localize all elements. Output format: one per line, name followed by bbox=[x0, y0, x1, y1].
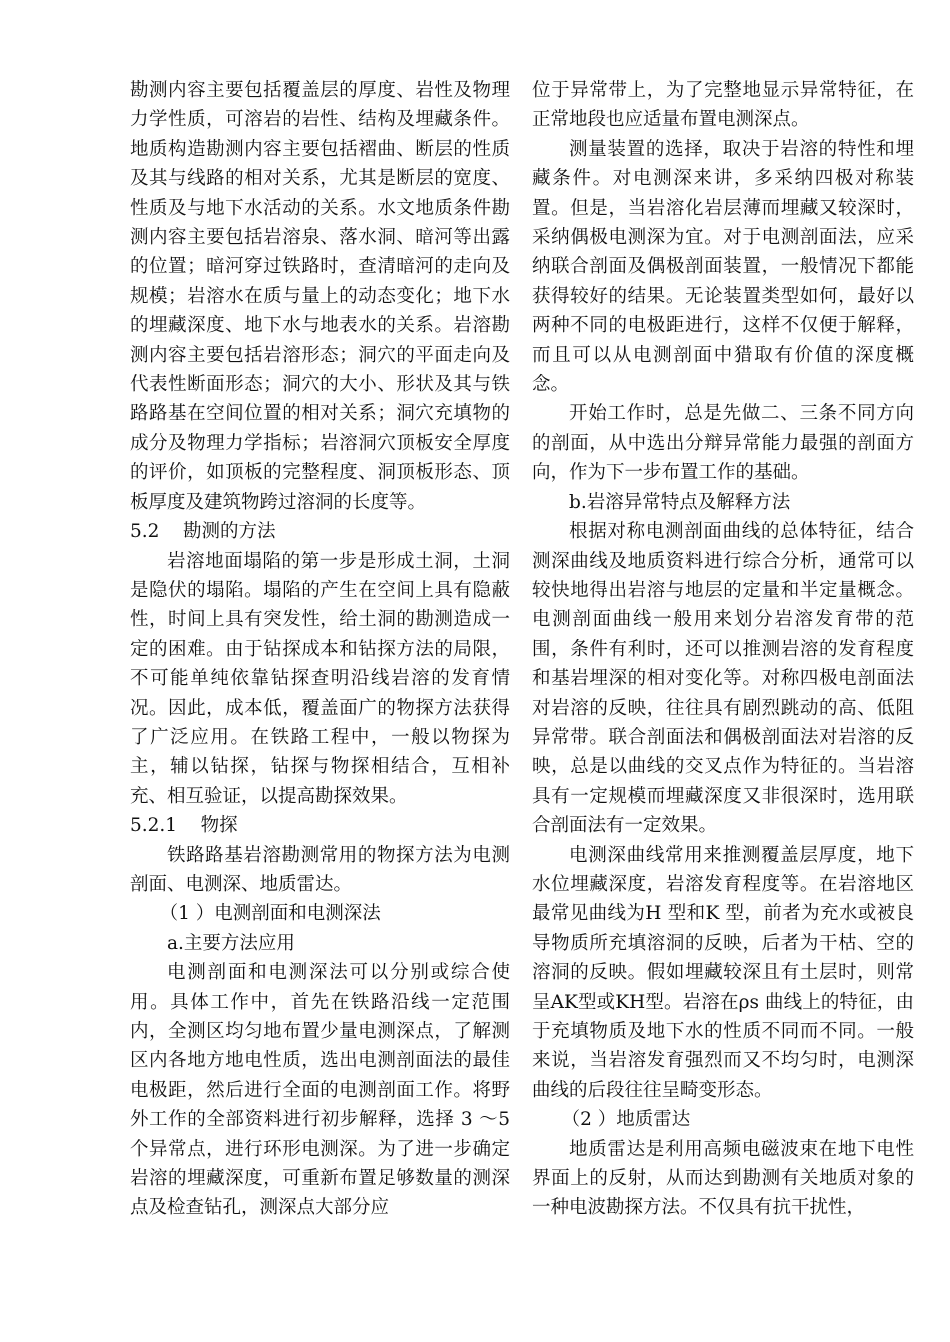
subheading-main-application: a.主要方法应用 bbox=[167, 932, 295, 954]
paragraph-start-work: 开始工作时，总是先做二、三条不同方向的剖面，从中选出分辩异常能力最强的剖面方向，作为下一步布置工作的基础。 bbox=[532, 403, 914, 484]
paragraph-survey-content: 勘测内容主要包括覆盖层的厚度、岩性及物理力学性质，可溶岩的岩性、结构及埋藏条件。地质构造勘测内容主要包括褶曲、断层的性质及其与线路的相对关系，尤其是断层的宽度、性质及与地下水活动的关系。水文地质条件勘测内容主要包括岩溶泉、落水洞、暗河等出露的位置；暗河穿过铁路时，查清暗河的走向及规模；岩溶水在质与量上的动态变化；地下水的埋藏深度、地下水与地表水的关系。岩溶勘测内容主要包括岩溶形态；洞穴的平面走向及代表性断面形态；洞穴的大小、形状及其与铁路路基在空间位置的相对关系；洞穴充填物的成分及物理力学指标；岩溶洞穴顶板安全厚度的评价，如顶板的完整程度、洞顶板形态、顶板厚度及建筑物跨过溶洞的长度等。 bbox=[130, 80, 510, 513]
paragraph-geophysical-methods: 铁路路基岩溶勘测常用的物探方法为电测剖面、电测深、地质雷达。 bbox=[130, 844, 510, 895]
section-heading-5-2: 5.2 勘测的方法 bbox=[130, 521, 276, 543]
left-column bbox=[130, 76, 510, 1223]
subheading-electrical-profiling: （1 ）电测剖面和电测深法 bbox=[159, 903, 381, 925]
paragraph-main-application: 电测剖面和电测深法可以分别或综合使用。具体工作中，首先在铁路沿线一定范围内，全测区均匀地布置少量电测深点，了解测区内各地方地电性质，选出电测剖面法的最佳电极距，然后进行全面的电测剖面工作。将野外工作的全部资料进行初步解释，选择 3 ～5 个异常点，进行环形电测深。为了进一步确定岩溶的埋藏深度，可重新布置足够数量的测深点及检查钻孔，测深点大部分应 bbox=[130, 962, 510, 1219]
section-heading-5-2-1: 5.2.1 物探 bbox=[130, 815, 238, 837]
paragraph-continuation: 位于异常带上，为了完整地显示异常特征，在正常地段也应适量布置电测深点。 bbox=[532, 80, 914, 131]
paragraph-sounding-curves: 电测深曲线常用来推测覆盖层厚度，地下水位埋藏深度，岩溶发育程度等。在岩溶地区最常见曲线为H 型和K 型，前者为充水或被良导物质所充填溶洞的反映，后者为干枯、空的溶洞的反映。假如埋藏较深且有土层时，则常呈AK型或KH型。岩溶在ρs 曲线上的特征，由于充填物质及地下水的性质不同而不同。一般来说，当岩溶发育强烈而又不均匀时，电测深曲线的后段往往呈畸变形态。 bbox=[532, 844, 914, 1101]
paragraph-survey-methods: 岩溶地面塌陷的第一步是形成土洞，土洞是隐伏的塌陷。塌陷的产生在空间上具有隐蔽性，时间上具有突发性，给土洞的勘测造成一定的困难。由于钻探成本和钻探方法的局限，不可能单纯依靠钻探查明沿线岩溶的发育情况。因此，成本低，覆盖面广的物探方法获得了广泛应用。在铁路工程中，一般以物探为主，辅以钻探，钻探与物探相结合，互相补充、相互验证，以提高勘探效果。 bbox=[130, 550, 510, 807]
paragraph-anomaly-interpretation: 根据对称电测剖面曲线的总体特征，结合测深曲线及地质资料进行综合分析，通常可以较快地得出岩溶与地层的定量和半定量概念。电测剖面曲线一般用来划分岩溶发育带的范围，条件有利时，还可以推测岩溶的发育程度和基岩埋深的相对变化等。对称四极电剖面法对岩溶的反映，往往具有剧烈跳动的高、低阻异常带。联合剖面法和偶极剖面法对岩溶的反映，总是以曲线的交叉点作为特征的。当岩溶具有一定规模而埋藏深度又非很深时，选用联合剖面法有一定效果。 bbox=[532, 521, 914, 837]
paragraph-device-selection: 测量装置的选择，取决于岩溶的特性和埋藏条件。对电测深来讲，多采纳四极对称装置。但是，当岩溶化岩层薄而埋藏又较深时，采纳偶极电测深为宜。对于电测剖面法，应采纳联合剖面及偶极剖面装置，一般情况下都能获得较好的结果。无论装置类型如何，最好以两种不同的电极距进行，这样不仅便于解释，而且可以从电测剖面中猎取有价值的深度概念。 bbox=[532, 138, 914, 396]
paragraph-ground-radar: 地质雷达是利用高频电磁波束在地下电性界面上的反射，从而达到勘测有关地质对象的一种电波勘探方法。不仅具有抗干扰性， bbox=[532, 1138, 914, 1219]
subheading-anomaly-interpretation: b.岩溶异常特点及解释方法 bbox=[569, 491, 791, 513]
subheading-ground-radar: （2 ）地质雷达 bbox=[561, 1109, 691, 1131]
right-column bbox=[532, 76, 914, 1223]
